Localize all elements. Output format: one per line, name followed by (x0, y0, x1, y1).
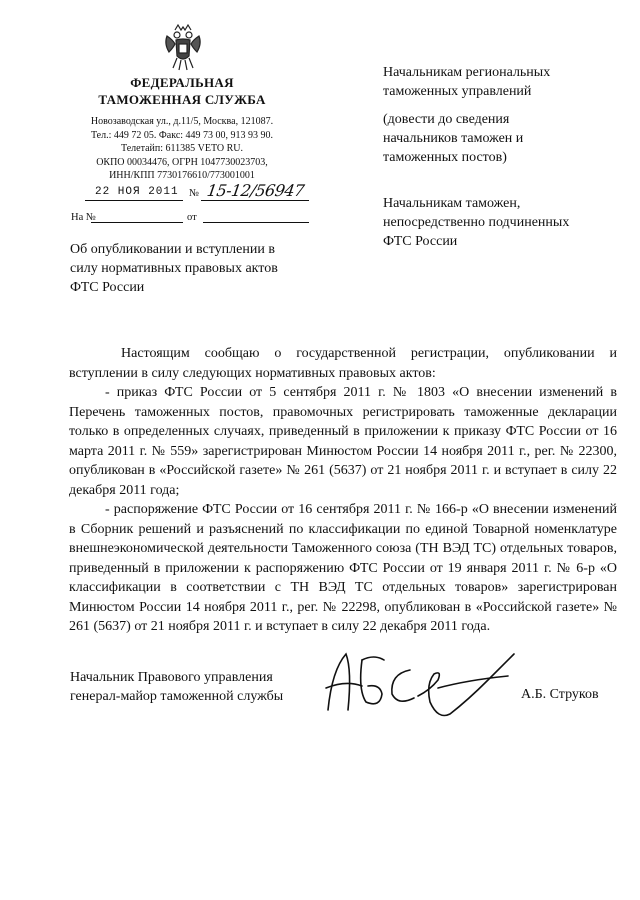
contact-phone: Тел.: 449 72 05. Факс: 449 73 00, 913 93 90. (90, 129, 274, 141)
letter-body (69, 344, 617, 637)
addressee-note: (довести до сведения начальников таможен и таможенных постов) (383, 112, 524, 165)
registration-number: 15-12/56947 (205, 181, 306, 200)
addressee-customs: Начальникам таможен, непосредственно подчиненных ФТС России (383, 196, 570, 249)
body-intro: Настоящим сообщаю о государственной регистрации, опубликовании и вступлении в силу следующих нормативных правовых актов: (69, 346, 617, 381)
number-label: № (189, 188, 200, 199)
body-item-directive: - распоряжение ФТС России от 16 сентября 2011 г. № 166-р «О внесении изменений в Сборник решений и разъяснений по классификации по единой Товарной номенклатуре внешнеэкономической деятельности Таможенного союза (ТН ВЭД ТС) отдельных товаров, приведенный в приложении к распоряжению ФТС России от 19 января 2011 г. № 6-р «О классификации в соответствии с ТН ВЭД ТС отдельных товаров» зарегистрирован Минюстом России 14 ноября 2011 г., рег. № 22298, опубликован в «Российской газете» № 261 (5637) от 21 ноября 2011 г. и вступает в силу 22 декабря 2011 года. (69, 502, 617, 634)
reference-label: На № (71, 212, 96, 223)
signatory-position: Начальник Правового управления генерал-майор таможенной службы (70, 670, 284, 704)
contact-address: Новозаводская ул., д.11/5, Москва, 121087. (90, 116, 274, 127)
addressee-regional: Начальникам региональных таможенных управлений (383, 65, 551, 99)
registration-date-stamp: 22 НОЯ 2011 (95, 186, 179, 198)
registration-block (71, 181, 315, 224)
letter-subject: Об опубликовании и вступлении в силу нормативных правовых актов ФТС России (70, 242, 278, 295)
from-label: от (187, 212, 197, 223)
body-item-order: - приказ ФТС России от 5 сентября 2011 г. № 1803 «О внесении изменений в Перечень таможенных постов, правомочных регистрировать таможенные декларации только в определенных случаях, приведенный в приложении к приказу ФТС России от 16 марта 2011 г. № 559» зарегистрирован Минюстом России 14 ноября 2011 г., рег. № 22300, опубликован в «Российской газете» № 261 (5637) от 21 ноября 2011 г. и вступает в силу 22 декабря 2011 года; (69, 385, 617, 498)
contact-inn: ИНН/КПП 7730176610/773001001 (109, 170, 255, 181)
organization-contacts (70, 115, 294, 183)
contact-okpo: ОКПО 00034476, ОГРН 1047730023703, (96, 156, 268, 168)
handwritten-signature-icon (318, 640, 528, 730)
coat-of-arms-emblem-icon (161, 22, 205, 72)
contact-teletype: Телетайп: 611385 VETO RU. (120, 143, 243, 154)
signatory-name: А.Б. Струков (521, 687, 599, 702)
organization-name: ФЕДЕРАЛЬНАЯ ТАМОЖЕННАЯ СЛУЖБА (98, 75, 266, 107)
